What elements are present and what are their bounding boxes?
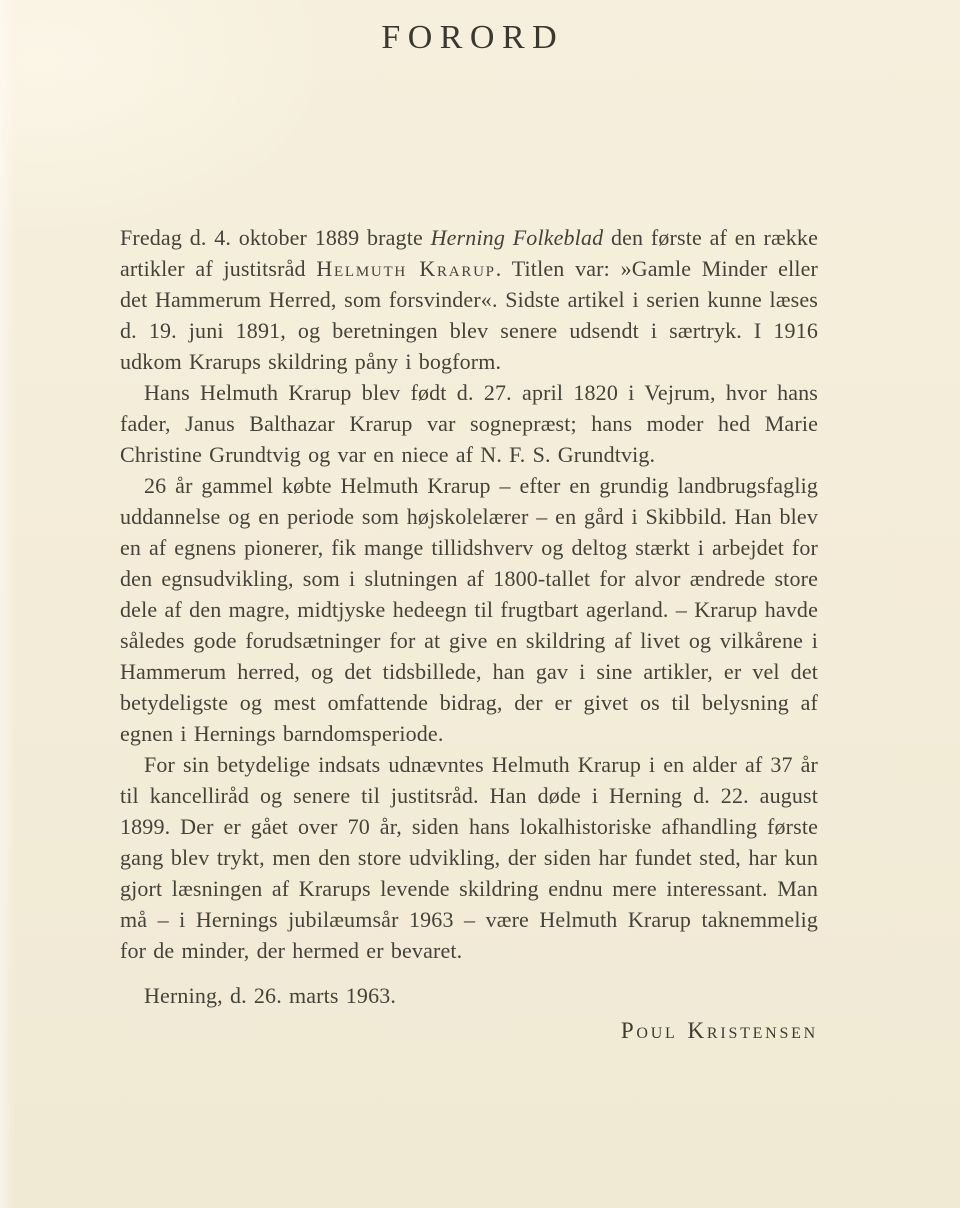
author-signature: Poul Kristensen (620, 1018, 818, 1043)
person-name-smallcaps: Helmuth Krarup (316, 256, 496, 281)
paragraph-4: For sin betydelige indsats udnævntes Helmuth Krarup i en alder af 37 år til kancelliråd og senere til justitsråd. Han døde i Herning d. 22. august 1899. Der er gået over 70 år, siden hans lokalhistoriske afhandling første gang blev trykt, men den store udvikling, der siden har fundet sted, har kun gjort læsningen af Krarups levende skildring endnu mere interessant. Man må – i Hernings jubilæumsår 1963 – være Helmuth Krarup taknemmelig for de minder, der hermed er bevaret. (120, 752, 818, 963)
text-run: Fredag d. 4. oktober 1889 bragte (120, 225, 431, 250)
page-title: FORORD (381, 19, 565, 56)
paragraph-2: Hans Helmuth Krarup blev født d. 27. april 1820 i Vejrum, hvor hans fader, Janus Balthazar Krarup var sognepræst; hans moder hed Marie Christine Grundtvig og var en niece af N. F. S. Grundtvig. (120, 380, 818, 467)
text-run: den første af en række artikler af justitsråd (120, 225, 818, 281)
newspaper-title-italic: Herning Folkeblad (430, 225, 604, 250)
paragraph-1 (120, 222, 818, 377)
paragraph-3: 26 år gammel købte Helmuth Krarup – efter en grundig landbrugsfaglig uddannelse og en periode som højskolelærer – en gård i Skibbild. Han blev en af egnens pionerer, fik mange tillidshverv og deltog stærkt i arbejdet for den egnsudvikling, som i slutningen af 1800-tallet for alvor ændrede store dele af den magre, midtjyske hedeegn til frugtbart agerland. – Krarup havde således gode forudsætninger for at give en skildring af livet og vilkårene i Hammerum herred, og det tidsbillede, han gav i sine artikler, er vel det betydeligste og mest omfattende bidrag, der er givet os til belysning af egnen i Hernings barndomsperiode. (120, 473, 818, 746)
foreword-body (120, 222, 818, 1046)
text-run: . Titlen var: »Gamle Minder eller det Hammerum Herred, som forsvinder«. Sidste artikel i serien kunne læses d. 19. juni 1891, og beretningen blev senere udsendt i særtryk. I 1916 udkom Krarups skildring påny i bogform. (120, 256, 818, 374)
dateline: Herning, d. 26. marts 1963. (144, 983, 397, 1008)
